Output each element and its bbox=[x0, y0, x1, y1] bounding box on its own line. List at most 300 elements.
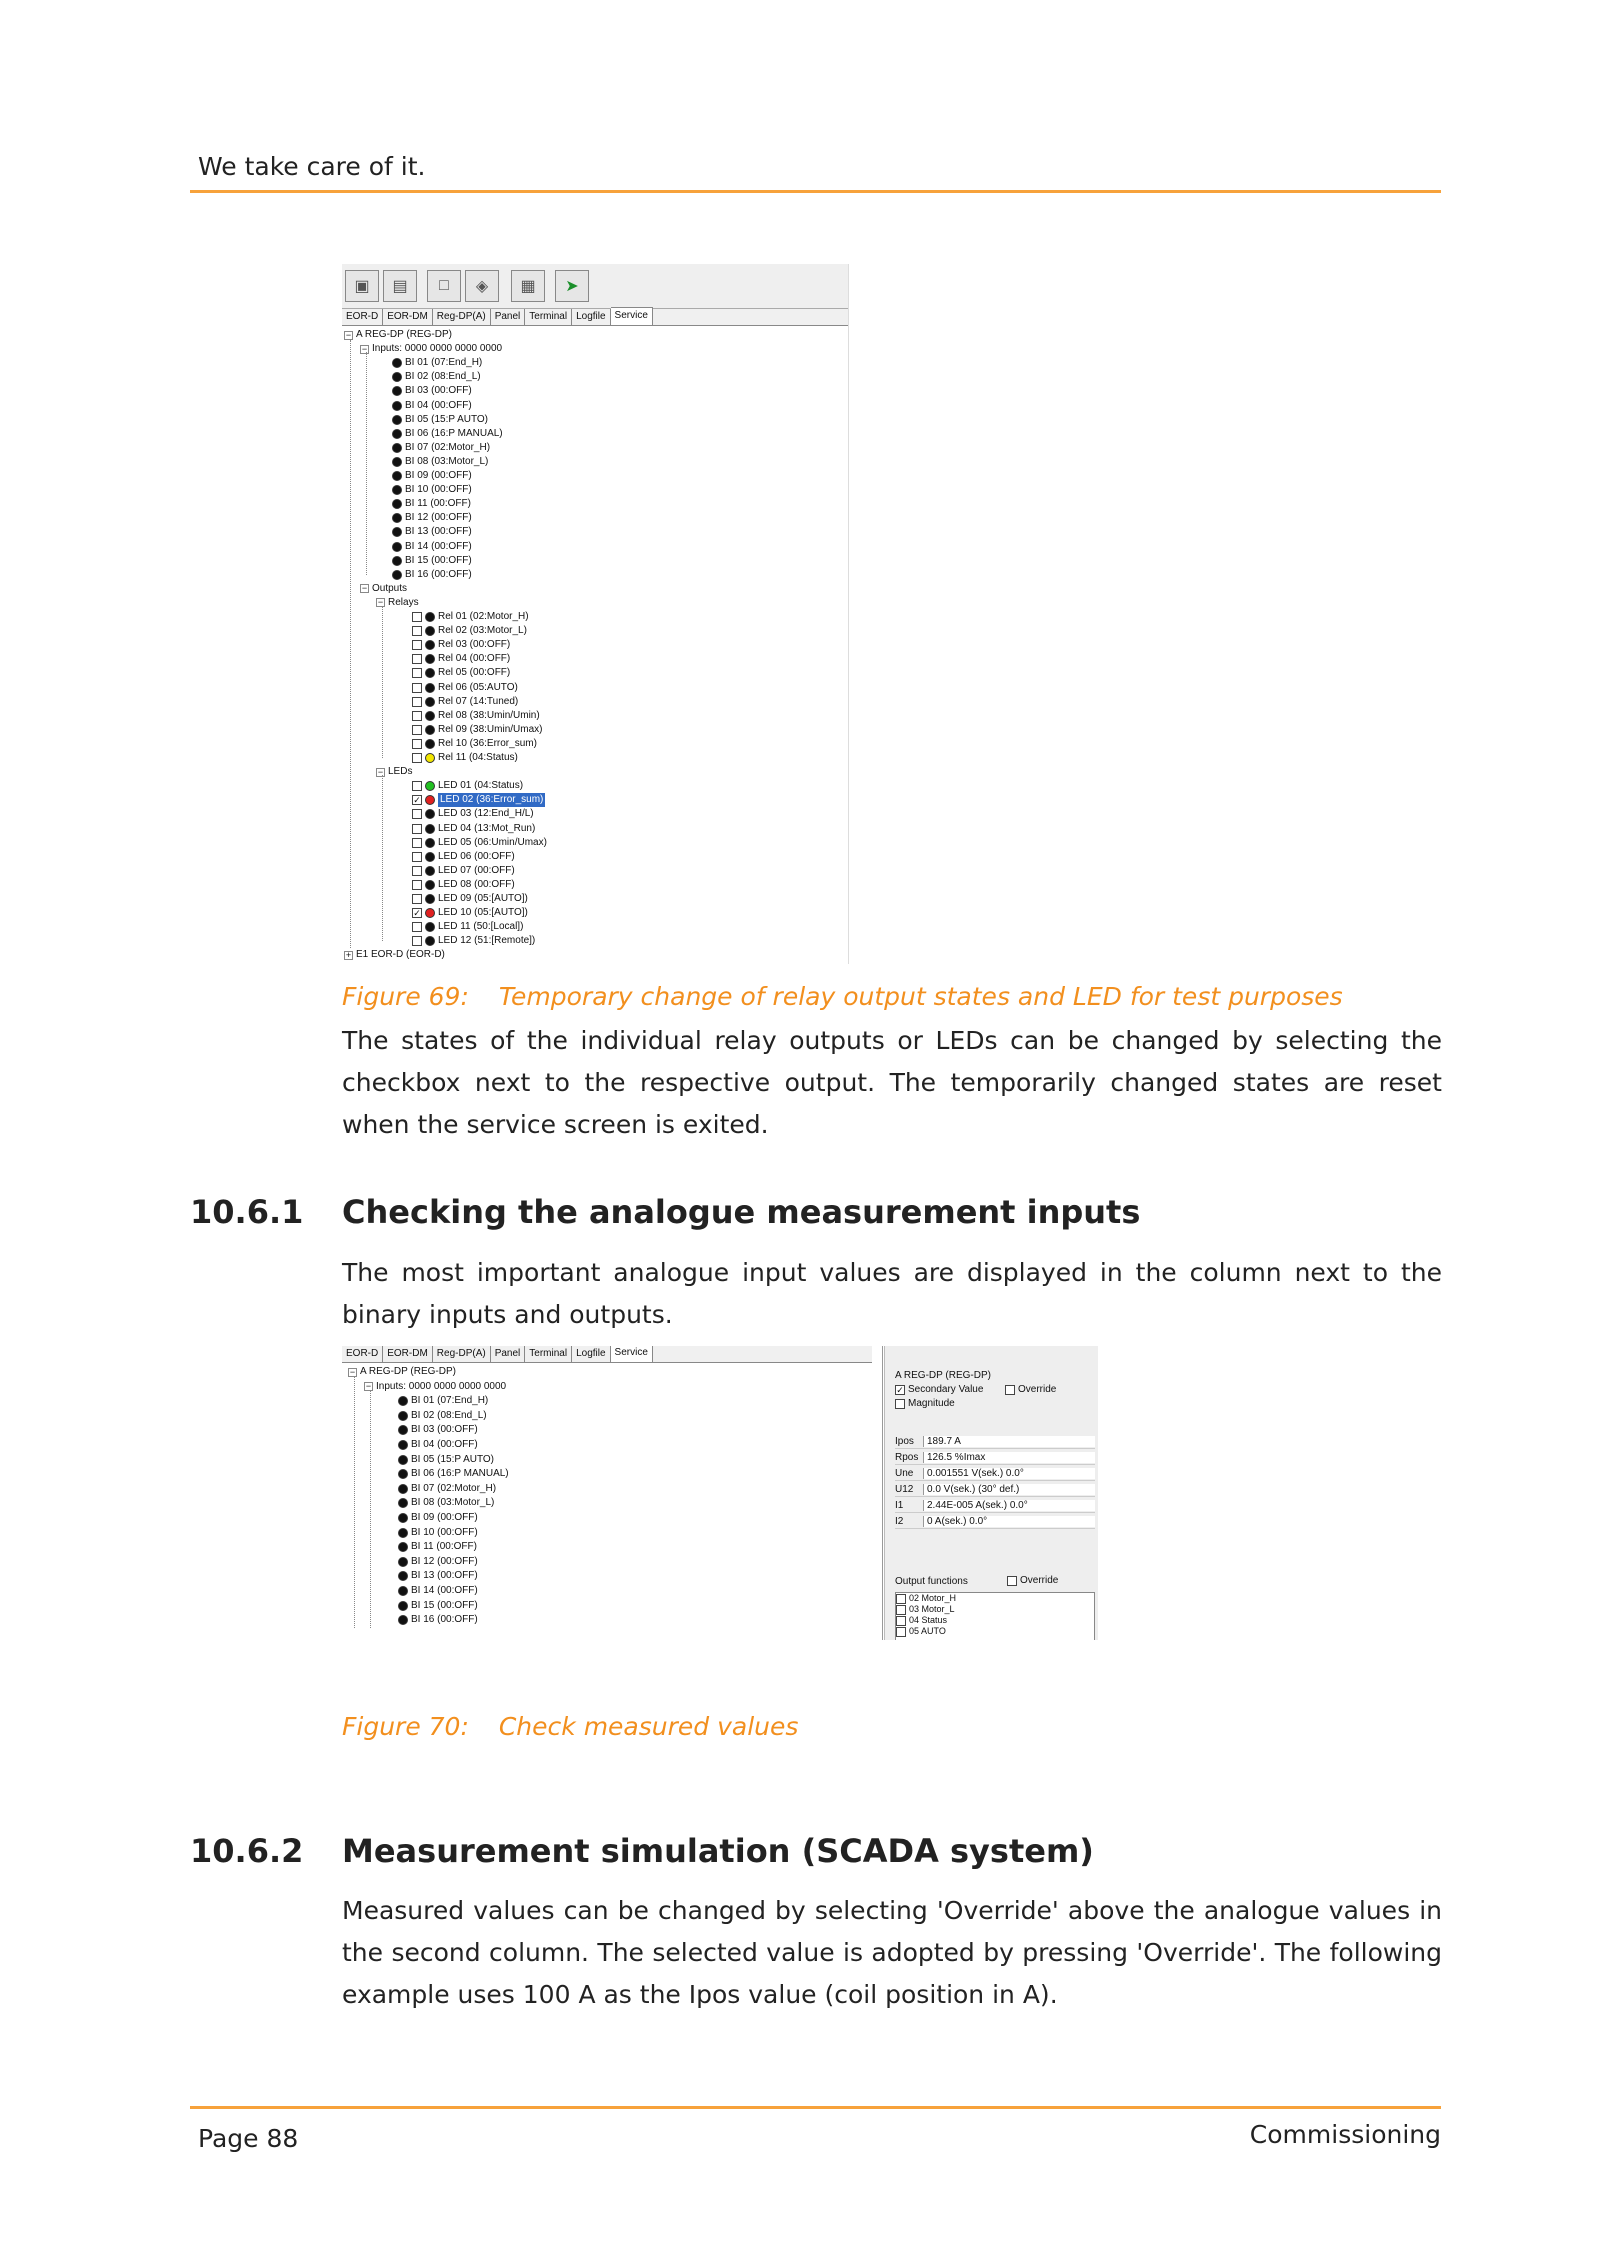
tree-root-label: A REG-DP (REG-DP) bbox=[360, 1366, 456, 1377]
led-indicator-icon bbox=[392, 527, 402, 537]
relay-label: Rel 04 (00:OFF) bbox=[438, 653, 511, 665]
binary-input-item[interactable] bbox=[398, 1555, 478, 1569]
binary-input-label: BI 11 (00:OFF) bbox=[405, 498, 471, 510]
document-icon[interactable]: ▣ bbox=[345, 270, 379, 302]
inputs-label: Inputs: 0000 0000 0000 0000 bbox=[376, 1380, 507, 1392]
led-label: LED 04 (13:Mot_Run) bbox=[438, 822, 536, 834]
led-indicator-icon bbox=[398, 1484, 408, 1494]
tree-connector-line bbox=[366, 352, 367, 575]
output-function-item[interactable] bbox=[896, 1626, 1094, 1637]
tab-logfile[interactable]: Logfile bbox=[572, 309, 610, 325]
checkbox[interactable] bbox=[412, 894, 422, 904]
measurement-name: I1 bbox=[895, 1499, 904, 1511]
binary-input-item[interactable] bbox=[392, 540, 472, 554]
checkbox[interactable] bbox=[412, 640, 422, 650]
binary-input-label: BI 08 (03:Motor_L) bbox=[405, 455, 489, 467]
checkbox[interactable] bbox=[412, 683, 422, 693]
led-indicator-icon bbox=[425, 908, 435, 918]
checkbox[interactable]: ✓ bbox=[896, 1384, 904, 1395]
tree-connector-line bbox=[354, 1377, 355, 1628]
tree-outputs[interactable] bbox=[360, 582, 407, 596]
checkbox[interactable] bbox=[412, 880, 422, 890]
footer-section: Commissioning bbox=[1249, 2120, 1441, 2149]
binary-input-item[interactable] bbox=[398, 1467, 509, 1481]
led-item[interactable] bbox=[412, 850, 515, 864]
header-tagline: We take care of it. bbox=[198, 152, 426, 181]
binary-input-item[interactable] bbox=[392, 399, 472, 413]
tab-reg-dp-a-[interactable]: Reg-DP(A) bbox=[433, 309, 491, 325]
relay-label: Rel 03 (00:OFF) bbox=[438, 639, 511, 651]
expand-toggle-icon[interactable]: − bbox=[345, 329, 352, 340]
tree-inputs[interactable] bbox=[360, 342, 502, 356]
tree-root-label: A REG-DP (REG-DP) bbox=[356, 329, 452, 340]
checkbox[interactable] bbox=[896, 1616, 906, 1626]
relay-label: Rel 02 (03:Motor_L) bbox=[438, 625, 527, 637]
led-indicator-icon bbox=[425, 866, 435, 876]
led-label: LED 02 (36:Error_sum) bbox=[440, 794, 544, 806]
measurement-name: Une bbox=[895, 1467, 914, 1479]
output-function-label: 03 Motor_L bbox=[909, 1604, 955, 1614]
led-indicator-icon bbox=[425, 922, 435, 932]
output-function-label: 02 Motor_H bbox=[909, 1593, 957, 1603]
led-indicator-icon bbox=[398, 1601, 408, 1611]
binary-input-label: BI 12 (00:OFF) bbox=[411, 1555, 478, 1567]
page-number: Page 88 bbox=[198, 2124, 299, 2153]
led-indicator-icon bbox=[425, 880, 435, 890]
binary-input-label: BI 15 (00:OFF) bbox=[411, 1599, 478, 1611]
tree-connector-line bbox=[382, 606, 383, 758]
checkbox[interactable] bbox=[412, 936, 422, 946]
led-item[interactable] bbox=[412, 920, 523, 934]
led-label: LED 01 (04:Status) bbox=[438, 780, 524, 792]
led-label: LED 06 (00:OFF) bbox=[438, 850, 515, 862]
checkbox[interactable] bbox=[895, 1399, 905, 1409]
led-indicator-icon bbox=[425, 697, 435, 707]
binary-input-item[interactable] bbox=[398, 1496, 494, 1510]
checkbox[interactable] bbox=[412, 824, 422, 834]
expand-toggle-icon[interactable]: − bbox=[365, 1381, 372, 1392]
section-heading-10-6-1 bbox=[190, 1193, 1140, 1231]
binary-input-item[interactable] bbox=[398, 1394, 488, 1408]
led-item[interactable] bbox=[412, 807, 534, 821]
measurement-name: U12 bbox=[895, 1483, 914, 1495]
expand-toggle-icon[interactable]: + bbox=[345, 949, 352, 960]
binary-input-label: BI 01 (07:End_H) bbox=[411, 1395, 489, 1407]
binary-input-label: BI 05 (15:P AUTO) bbox=[405, 413, 489, 425]
tab-terminal[interactable]: Terminal bbox=[525, 309, 572, 325]
binary-input-item[interactable] bbox=[392, 427, 503, 441]
tree-node-label: E1 EOR-D (EOR-D) bbox=[356, 949, 445, 961]
folder-open-icon[interactable]: □ bbox=[427, 270, 461, 302]
measurement-row bbox=[895, 1466, 1095, 1481]
checkbox[interactable] bbox=[412, 753, 422, 763]
relay-item[interactable] bbox=[412, 709, 540, 723]
led-indicator-icon bbox=[398, 1542, 408, 1552]
binary-input-item[interactable] bbox=[392, 525, 472, 539]
measurement-value: 0 A(sek.) 0.0° bbox=[923, 1516, 1095, 1527]
relay-label: Rel 11 (04:Status) bbox=[438, 752, 518, 763]
figure-69-caption bbox=[342, 982, 1343, 1011]
tab-bar bbox=[342, 309, 848, 326]
checkbox[interactable] bbox=[412, 697, 422, 707]
output-functions-label: Output functions bbox=[895, 1576, 968, 1587]
checkbox[interactable] bbox=[412, 852, 422, 862]
binary-input-label: BI 10 (00:OFF) bbox=[405, 484, 472, 496]
relay-item[interactable] bbox=[412, 652, 510, 666]
binary-input-label: BI 06 (16:P MANUAL) bbox=[405, 427, 503, 439]
led-indicator-icon bbox=[392, 429, 402, 439]
checkbox[interactable] bbox=[412, 866, 422, 876]
binary-input-item[interactable] bbox=[392, 483, 472, 497]
tree-root[interactable] bbox=[348, 1365, 456, 1379]
tab-service[interactable]: Service bbox=[611, 307, 653, 325]
led-indicator-icon bbox=[392, 556, 402, 566]
binary-input-item[interactable] bbox=[398, 1511, 478, 1525]
measurement-name: I2 bbox=[895, 1515, 904, 1527]
analog-values-panel bbox=[884, 1346, 1098, 1640]
led-indicator-icon bbox=[398, 1425, 408, 1435]
led-item[interactable] bbox=[412, 906, 528, 920]
binary-input-label: BI 05 (15:P AUTO) bbox=[411, 1453, 495, 1465]
led-item[interactable] bbox=[412, 793, 545, 807]
led-indicator-icon bbox=[392, 415, 402, 425]
checkbox[interactable] bbox=[412, 781, 422, 791]
checkbox[interactable] bbox=[412, 668, 422, 678]
led-indicator-icon bbox=[398, 1440, 408, 1450]
led-label: LED 12 (51:[Remote]) bbox=[438, 935, 536, 947]
measurement-row bbox=[895, 1450, 1095, 1465]
led-indicator-icon bbox=[398, 1615, 408, 1625]
binary-input-label: BI 11 (00:OFF) bbox=[411, 1541, 477, 1553]
caption-text: Temporary change of relay output states and LED for test purposes bbox=[498, 982, 1343, 1011]
relay-label: Rel 10 (36:Error_sum) bbox=[438, 737, 537, 749]
relay-item[interactable] bbox=[412, 638, 510, 652]
led-indicator-icon bbox=[425, 781, 435, 791]
caption-number: Figure 70: bbox=[342, 1712, 469, 1741]
led-indicator-icon bbox=[425, 668, 435, 678]
relay-item[interactable] bbox=[412, 666, 510, 680]
binary-input-item[interactable] bbox=[392, 455, 488, 469]
led-indicator-icon bbox=[425, 824, 435, 834]
tab-eor-dm[interactable]: EOR-DM bbox=[383, 1346, 433, 1362]
tab-terminal[interactable]: Terminal bbox=[525, 1346, 572, 1362]
led-item[interactable] bbox=[412, 864, 515, 878]
binary-input-item[interactable] bbox=[398, 1482, 496, 1496]
led-indicator-icon bbox=[425, 654, 435, 664]
checkbox[interactable] bbox=[412, 725, 422, 735]
section-title: Measurement simulation (SCADA system) bbox=[342, 1832, 1094, 1870]
led-indicator-icon bbox=[392, 570, 402, 580]
measurement-name: Ipos bbox=[895, 1435, 914, 1447]
section-heading-10-6-2 bbox=[190, 1832, 1094, 1870]
binary-input-label: BI 16 (00:OFF) bbox=[405, 568, 472, 580]
exit-icon[interactable]: ➤ bbox=[555, 270, 589, 302]
led-indicator-icon bbox=[398, 1586, 408, 1596]
binary-input-label: BI 08 (03:Motor_L) bbox=[411, 1497, 495, 1509]
led-indicator-icon bbox=[425, 725, 435, 735]
led-indicator-icon bbox=[392, 542, 402, 552]
figure-69-screenshot bbox=[342, 264, 849, 964]
expand-toggle-icon[interactable]: − bbox=[377, 766, 384, 777]
figure-70-caption bbox=[342, 1712, 798, 1741]
relay-label: Rel 09 (38:Umin/Umax) bbox=[438, 723, 543, 735]
led-label: LED 08 (00:OFF) bbox=[438, 878, 515, 890]
inputs-label: Inputs: 0000 0000 0000 0000 bbox=[372, 343, 503, 355]
binary-input-item[interactable] bbox=[398, 1613, 478, 1627]
expand-toggle-icon[interactable]: − bbox=[377, 597, 384, 608]
binary-input-label: BI 16 (00:OFF) bbox=[411, 1614, 478, 1626]
checkbox[interactable] bbox=[412, 626, 422, 636]
led-indicator-icon bbox=[425, 852, 435, 862]
led-indicator-icon bbox=[392, 386, 402, 396]
relay-item[interactable] bbox=[412, 624, 527, 638]
binary-input-item[interactable] bbox=[398, 1540, 477, 1554]
measurement-row bbox=[895, 1498, 1095, 1513]
output-functions-list[interactable] bbox=[895, 1592, 1095, 1640]
caption-text: Check measured values bbox=[498, 1712, 799, 1741]
output-override-label: Override bbox=[1020, 1575, 1059, 1586]
figure-70-screenshot bbox=[342, 1346, 1098, 1640]
binary-input-item[interactable] bbox=[392, 356, 482, 370]
measurement-value: 0.001551 V(sek.) 0.0° bbox=[923, 1468, 1095, 1479]
relay-item[interactable] bbox=[412, 695, 518, 709]
led-indicator-icon bbox=[398, 1455, 408, 1465]
tree-connector-line bbox=[350, 340, 351, 948]
expand-toggle-icon[interactable]: − bbox=[349, 1366, 356, 1377]
panel-title: A REG-DP (REG-DP) bbox=[895, 1370, 991, 1381]
caption-number: Figure 69: bbox=[342, 982, 469, 1011]
binary-input-item[interactable] bbox=[398, 1409, 487, 1423]
checkbox[interactable] bbox=[412, 809, 422, 819]
led-indicator-icon bbox=[425, 739, 435, 749]
binary-input-item[interactable] bbox=[398, 1584, 478, 1598]
header-rule bbox=[190, 190, 1441, 193]
override-checkbox[interactable] bbox=[1005, 1384, 1056, 1395]
relays-label: Relays bbox=[388, 596, 419, 608]
binary-input-item[interactable] bbox=[392, 568, 472, 582]
led-item[interactable] bbox=[412, 934, 535, 948]
checkbox[interactable] bbox=[412, 739, 422, 749]
measurement-value: 189.7 A bbox=[923, 1436, 1095, 1447]
paragraph-2: The most important analogue input values are displayed in the column next to the binary inputs and outputs. bbox=[342, 1258, 1442, 1329]
binary-input-item[interactable] bbox=[392, 554, 472, 568]
led-indicator-icon bbox=[425, 683, 435, 693]
document-export-icon[interactable]: ▤ bbox=[383, 270, 417, 302]
binary-input-label: BI 09 (00:OFF) bbox=[411, 1512, 478, 1523]
binary-input-item[interactable] bbox=[392, 511, 472, 525]
measurement-value: 126.5 %Imax bbox=[923, 1452, 1095, 1463]
relay-item[interactable] bbox=[412, 681, 518, 695]
section-number: 10.6.2 bbox=[190, 1832, 304, 1870]
tab-logfile[interactable]: Logfile bbox=[572, 1346, 610, 1362]
led-indicator-icon bbox=[398, 1498, 408, 1508]
led-item[interactable] bbox=[412, 779, 523, 793]
secondary-value-label: Secondary Value bbox=[908, 1384, 984, 1395]
binary-input-item[interactable] bbox=[392, 469, 472, 483]
led-indicator-icon bbox=[392, 457, 402, 467]
leds-label: LEDs bbox=[388, 766, 413, 778]
measurement-value: 2.44E-005 A(sek.) 0.0° bbox=[923, 1500, 1095, 1511]
output-function-label: 05 AUTO bbox=[909, 1626, 946, 1636]
tab-panel[interactable]: Panel bbox=[491, 1346, 526, 1362]
binary-input-label: BI 02 (08:End_L) bbox=[411, 1409, 487, 1421]
tab-bar bbox=[342, 1346, 872, 1363]
section-number: 10.6.1 bbox=[190, 1193, 304, 1231]
checkbox[interactable] bbox=[412, 612, 422, 622]
led-indicator-icon bbox=[398, 1396, 408, 1406]
output-function-item[interactable] bbox=[896, 1593, 1094, 1604]
checkbox[interactable] bbox=[1005, 1385, 1015, 1395]
tab-eor-d[interactable]: EOR-D bbox=[342, 1346, 383, 1362]
outputs-label: Outputs bbox=[372, 582, 408, 594]
binary-input-label: BI 03 (00:OFF) bbox=[411, 1424, 478, 1436]
led-indicator-icon bbox=[398, 1469, 408, 1479]
relay-label: Rel 08 (38:Umin/Umin) bbox=[438, 709, 540, 721]
binary-input-label: BI 13 (00:OFF) bbox=[405, 526, 472, 538]
led-indicator-icon bbox=[398, 1557, 408, 1567]
binary-input-label: BI 12 (00:OFF) bbox=[405, 512, 472, 524]
led-label: LED 05 (06:Umin/Umax) bbox=[438, 836, 547, 848]
settings-icon[interactable]: ◈ bbox=[465, 270, 499, 302]
led-indicator-icon bbox=[425, 809, 435, 819]
led-indicator-icon bbox=[392, 471, 402, 481]
checkbox[interactable] bbox=[412, 922, 422, 932]
led-indicator-icon bbox=[425, 838, 435, 848]
led-indicator-icon bbox=[398, 1528, 408, 1538]
tab-eor-dm[interactable]: EOR-DM bbox=[383, 309, 433, 325]
output-function-item[interactable] bbox=[896, 1604, 1094, 1615]
binary-input-item[interactable] bbox=[392, 370, 481, 384]
led-indicator-icon bbox=[392, 372, 402, 382]
binary-input-item[interactable] bbox=[398, 1423, 478, 1437]
paragraph-1: The states of the individual relay outputs or LEDs can be changed by selecting the checkbox next to the respective output. The temporarily changed states are reset when the service screen is exited. bbox=[342, 1026, 1442, 1139]
tab-service[interactable]: Service bbox=[611, 1346, 653, 1362]
tree-inputs[interactable] bbox=[364, 1380, 506, 1394]
device-tree bbox=[342, 326, 848, 964]
paragraph-3: Measured values can be changed by selecting 'Override' above the analogue values in the second column. The selected value is adopted by pressing 'Override'. The following example uses 100 A as the Ipos value (coil position in A). bbox=[342, 1896, 1442, 2009]
output-override-checkbox[interactable] bbox=[1007, 1575, 1058, 1586]
binary-input-item[interactable] bbox=[398, 1569, 478, 1583]
led-label: LED 10 (05:[AUTO]) bbox=[438, 907, 528, 919]
relay-label: Rel 01 (02:Motor_H) bbox=[438, 611, 529, 622]
led-indicator-icon bbox=[398, 1571, 408, 1581]
binary-input-label: BI 02 (08:End_L) bbox=[405, 371, 481, 383]
led-indicator-icon bbox=[425, 626, 435, 636]
led-indicator-icon bbox=[425, 795, 435, 805]
footer-rule bbox=[190, 2106, 1441, 2109]
led-item[interactable] bbox=[412, 836, 547, 850]
checkbox[interactable] bbox=[896, 1605, 906, 1615]
tree-root[interactable] bbox=[344, 328, 452, 342]
measurement-row bbox=[895, 1482, 1095, 1497]
override-label: Override bbox=[1018, 1384, 1057, 1395]
checkbox[interactable]: ✓ bbox=[413, 908, 421, 919]
binary-input-item[interactable] bbox=[392, 384, 472, 398]
measurement-row bbox=[895, 1434, 1095, 1449]
tree-connector-line bbox=[370, 1390, 371, 1628]
tree-connector-line bbox=[382, 775, 383, 941]
relay-label: Rel 06 (05:AUTO) bbox=[438, 681, 518, 693]
checkbox[interactable]: ✓ bbox=[413, 795, 421, 806]
device-tree bbox=[342, 1363, 882, 1640]
tab-reg-dp-a-[interactable]: Reg-DP(A) bbox=[433, 1346, 491, 1362]
led-indicator-icon bbox=[425, 711, 435, 721]
led-indicator-icon bbox=[425, 640, 435, 650]
relay-label: Rel 07 (14:Tuned) bbox=[438, 695, 519, 707]
printer-icon[interactable]: ▦ bbox=[511, 270, 545, 302]
binary-input-label: BI 07 (02:Motor_H) bbox=[411, 1482, 497, 1494]
led-indicator-icon bbox=[392, 513, 402, 523]
checkbox[interactable] bbox=[896, 1627, 906, 1637]
binary-input-item[interactable] bbox=[398, 1526, 478, 1540]
led-indicator-icon bbox=[425, 894, 435, 904]
binary-input-label: BI 06 (16:P MANUAL) bbox=[411, 1468, 509, 1480]
expand-toggle-icon[interactable]: − bbox=[361, 583, 368, 594]
tab-panel[interactable]: Panel bbox=[491, 309, 526, 325]
led-label: LED 03 (12:End_H/L) bbox=[438, 808, 534, 820]
expand-toggle-icon[interactable]: − bbox=[361, 343, 368, 354]
binary-input-label: BI 09 (00:OFF) bbox=[405, 470, 472, 481]
binary-input-label: BI 01 (07:End_H) bbox=[405, 357, 483, 369]
binary-input-item[interactable] bbox=[392, 413, 488, 427]
binary-input-item[interactable] bbox=[392, 441, 490, 455]
measurement-value: 0.0 V(sek.) (30° def.) bbox=[923, 1484, 1095, 1495]
led-indicator-icon bbox=[392, 401, 402, 411]
relay-item[interactable] bbox=[412, 723, 542, 737]
binary-input-item[interactable] bbox=[398, 1453, 494, 1467]
led-label: LED 07 (00:OFF) bbox=[438, 864, 515, 876]
relay-item[interactable] bbox=[412, 751, 518, 765]
magnitude-label: Magnitude bbox=[908, 1398, 955, 1409]
magnitude-checkbox[interactable] bbox=[895, 1398, 955, 1409]
relay-item[interactable] bbox=[412, 610, 529, 624]
led-indicator-icon bbox=[425, 753, 435, 763]
binary-input-label: BI 04 (00:OFF) bbox=[405, 399, 472, 411]
checkbox[interactable] bbox=[896, 1594, 906, 1604]
binary-input-label: BI 15 (00:OFF) bbox=[405, 554, 472, 566]
led-indicator-icon bbox=[392, 358, 402, 368]
binary-input-label: BI 04 (00:OFF) bbox=[411, 1439, 478, 1450]
binary-input-item[interactable] bbox=[398, 1438, 478, 1452]
checkbox[interactable] bbox=[1007, 1576, 1017, 1586]
binary-input-item[interactable] bbox=[392, 497, 471, 511]
led-label: LED 11 (50:[Local]) bbox=[438, 921, 524, 933]
relay-item[interactable] bbox=[412, 737, 537, 751]
tree-eor-d[interactable] bbox=[344, 948, 445, 962]
led-item[interactable] bbox=[412, 892, 528, 906]
checkbox[interactable] bbox=[412, 711, 422, 721]
checkbox[interactable] bbox=[412, 838, 422, 848]
led-indicator-icon bbox=[392, 443, 402, 453]
secondary-value-checkbox[interactable] bbox=[895, 1384, 983, 1395]
led-item[interactable] bbox=[412, 878, 515, 892]
led-item[interactable] bbox=[412, 822, 535, 836]
binary-input-label: BI 03 (00:OFF) bbox=[405, 385, 472, 397]
output-function-label: 04 Status bbox=[909, 1615, 948, 1625]
tab-eor-d[interactable]: EOR-D bbox=[342, 309, 383, 325]
led-indicator-icon bbox=[392, 485, 402, 495]
led-indicator-icon bbox=[425, 936, 435, 946]
output-function-item[interactable] bbox=[896, 1615, 1094, 1626]
checkbox[interactable] bbox=[412, 654, 422, 664]
binary-input-label: BI 14 (00:OFF) bbox=[411, 1585, 478, 1596]
measurement-name: Rpos bbox=[895, 1451, 919, 1463]
led-label: LED 09 (05:[AUTO]) bbox=[438, 893, 528, 904]
binary-input-item[interactable] bbox=[398, 1599, 478, 1613]
section-title: Checking the analogue measurement inputs bbox=[342, 1193, 1141, 1231]
binary-input-label: BI 13 (00:OFF) bbox=[411, 1570, 478, 1582]
led-indicator-icon bbox=[398, 1411, 408, 1421]
